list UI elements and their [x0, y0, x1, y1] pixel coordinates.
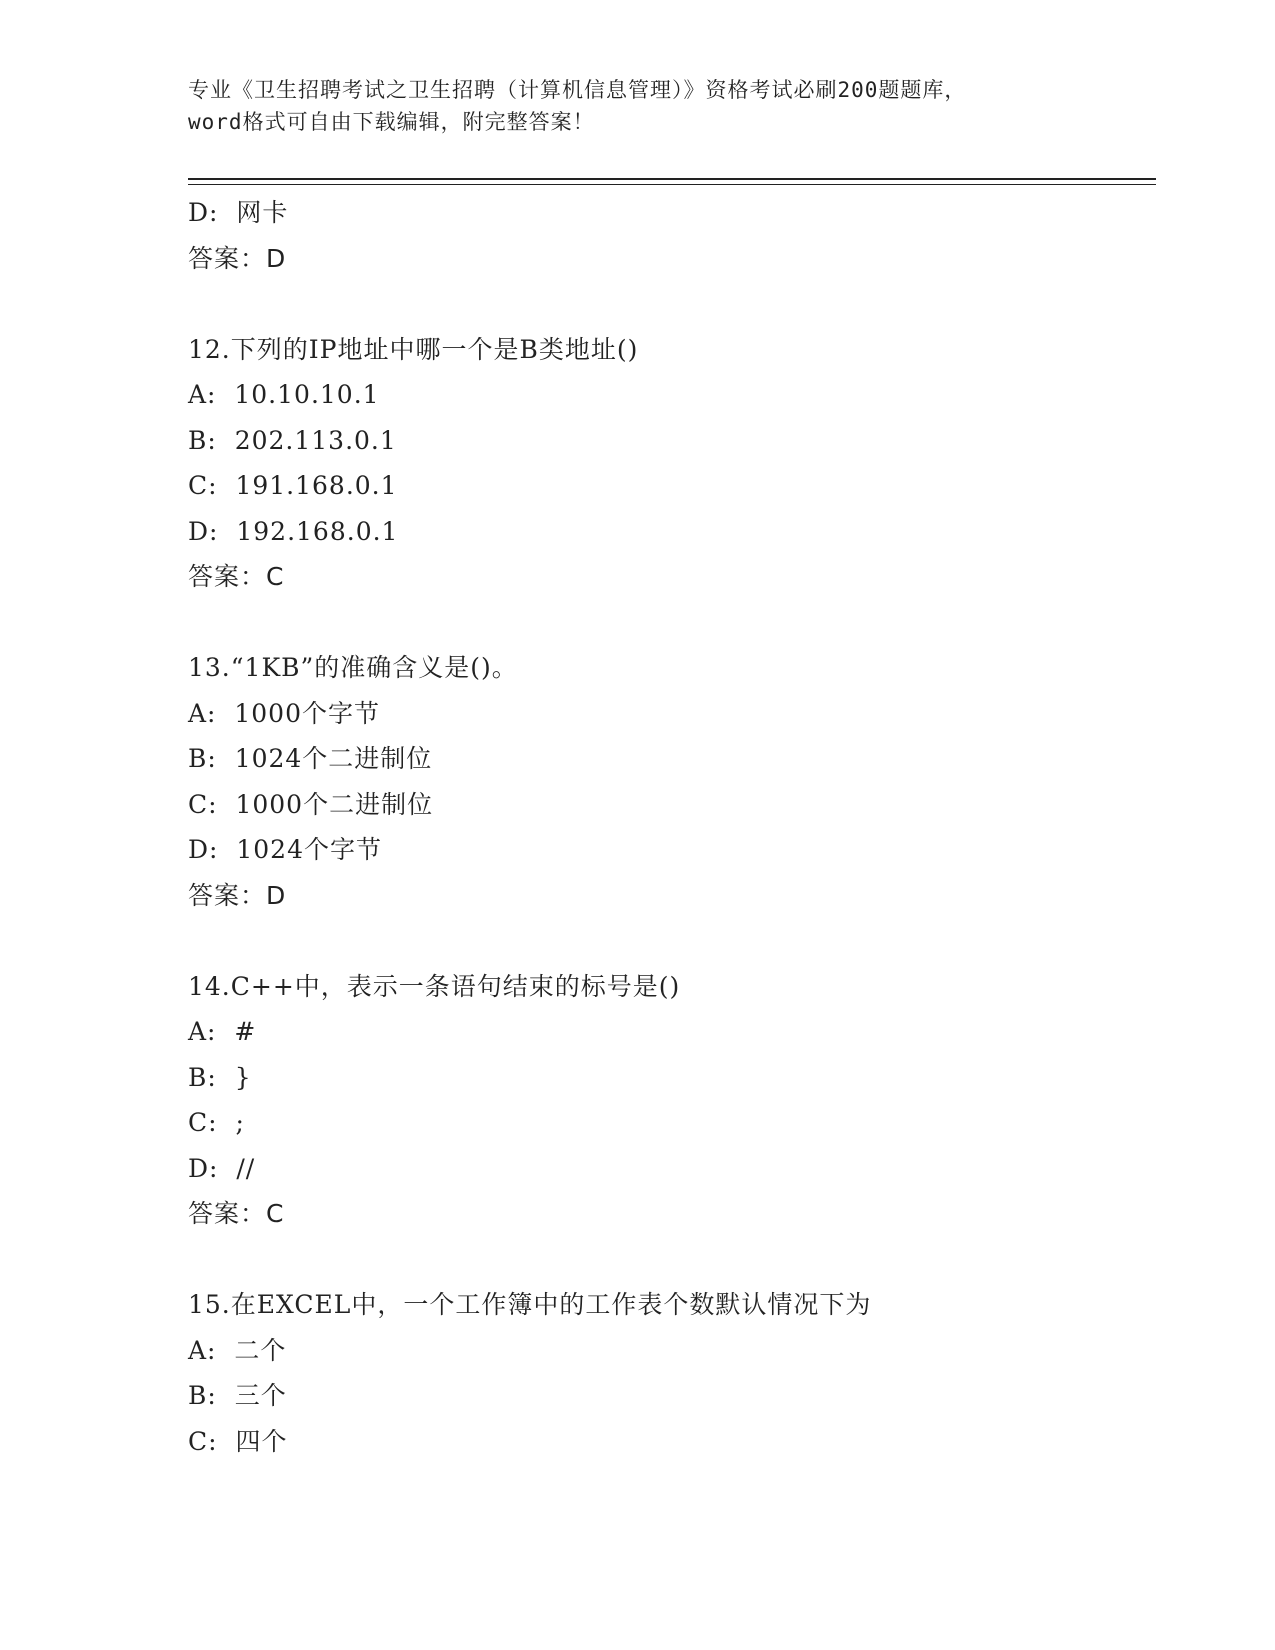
question-list — [188, 190, 1148, 1464]
option-b: B: 三个 — [188, 1381, 287, 1410]
option-c: C: 四个 — [188, 1426, 288, 1456]
option-a: A: 1000个字节 — [188, 698, 380, 728]
answer: 答案：D — [188, 880, 287, 910]
question-12 — [188, 327, 1148, 600]
option-a: A: # — [188, 1017, 257, 1046]
spacer — [188, 281, 1148, 327]
spacer — [188, 1237, 1148, 1283]
option-d: D: 1024个字节 — [188, 835, 382, 864]
option-c: C: ; — [188, 1108, 245, 1137]
answer: 答案：C — [188, 1199, 285, 1228]
prev-option-d: D: 网卡 — [188, 198, 289, 227]
prev-answer: 答案：D — [188, 243, 287, 273]
option-d: D: // — [188, 1153, 256, 1183]
option-b: B: } — [188, 1062, 252, 1092]
question-stem: 15.在EXCEL中，一个工作簿中的工作表个数默认情况下为 — [188, 1290, 872, 1319]
option-a: A: 10.10.10.1 — [188, 380, 380, 409]
answer: 答案：C — [188, 562, 285, 591]
question-stem: 13.“1KB”的准确含义是()。 — [188, 653, 518, 682]
spacer — [188, 600, 1148, 646]
question-stem: 14.C++中，表示一条语句结束的标号是() — [188, 971, 681, 1001]
option-d: D: 192.168.0.1 — [188, 516, 399, 546]
question-stem: 12.下列的IP地址中哪一个是B类地址() — [188, 334, 639, 364]
option-c: C: 191.168.0.1 — [188, 471, 398, 500]
document-header — [188, 74, 1088, 138]
option-b: B: 1024个二进制位 — [188, 744, 433, 773]
question-15 — [188, 1282, 1148, 1464]
question-13 — [188, 645, 1148, 918]
question-14 — [188, 964, 1148, 1237]
header-divider-thick — [188, 178, 1156, 180]
header-line-1: 专业《卫生招聘考试之卫生招聘（计算机信息管理）》资格考试必刷200题题库， — [188, 78, 967, 102]
option-c: C: 1000个二进制位 — [188, 789, 434, 819]
header-line-2: word格式可自由下载编辑，附完整答案！ — [188, 110, 595, 134]
option-b: B: 202.113.0.1 — [188, 425, 397, 455]
option-a: A: 二个 — [188, 1335, 287, 1365]
header-divider-thin — [188, 184, 1156, 185]
spacer — [188, 918, 1148, 964]
